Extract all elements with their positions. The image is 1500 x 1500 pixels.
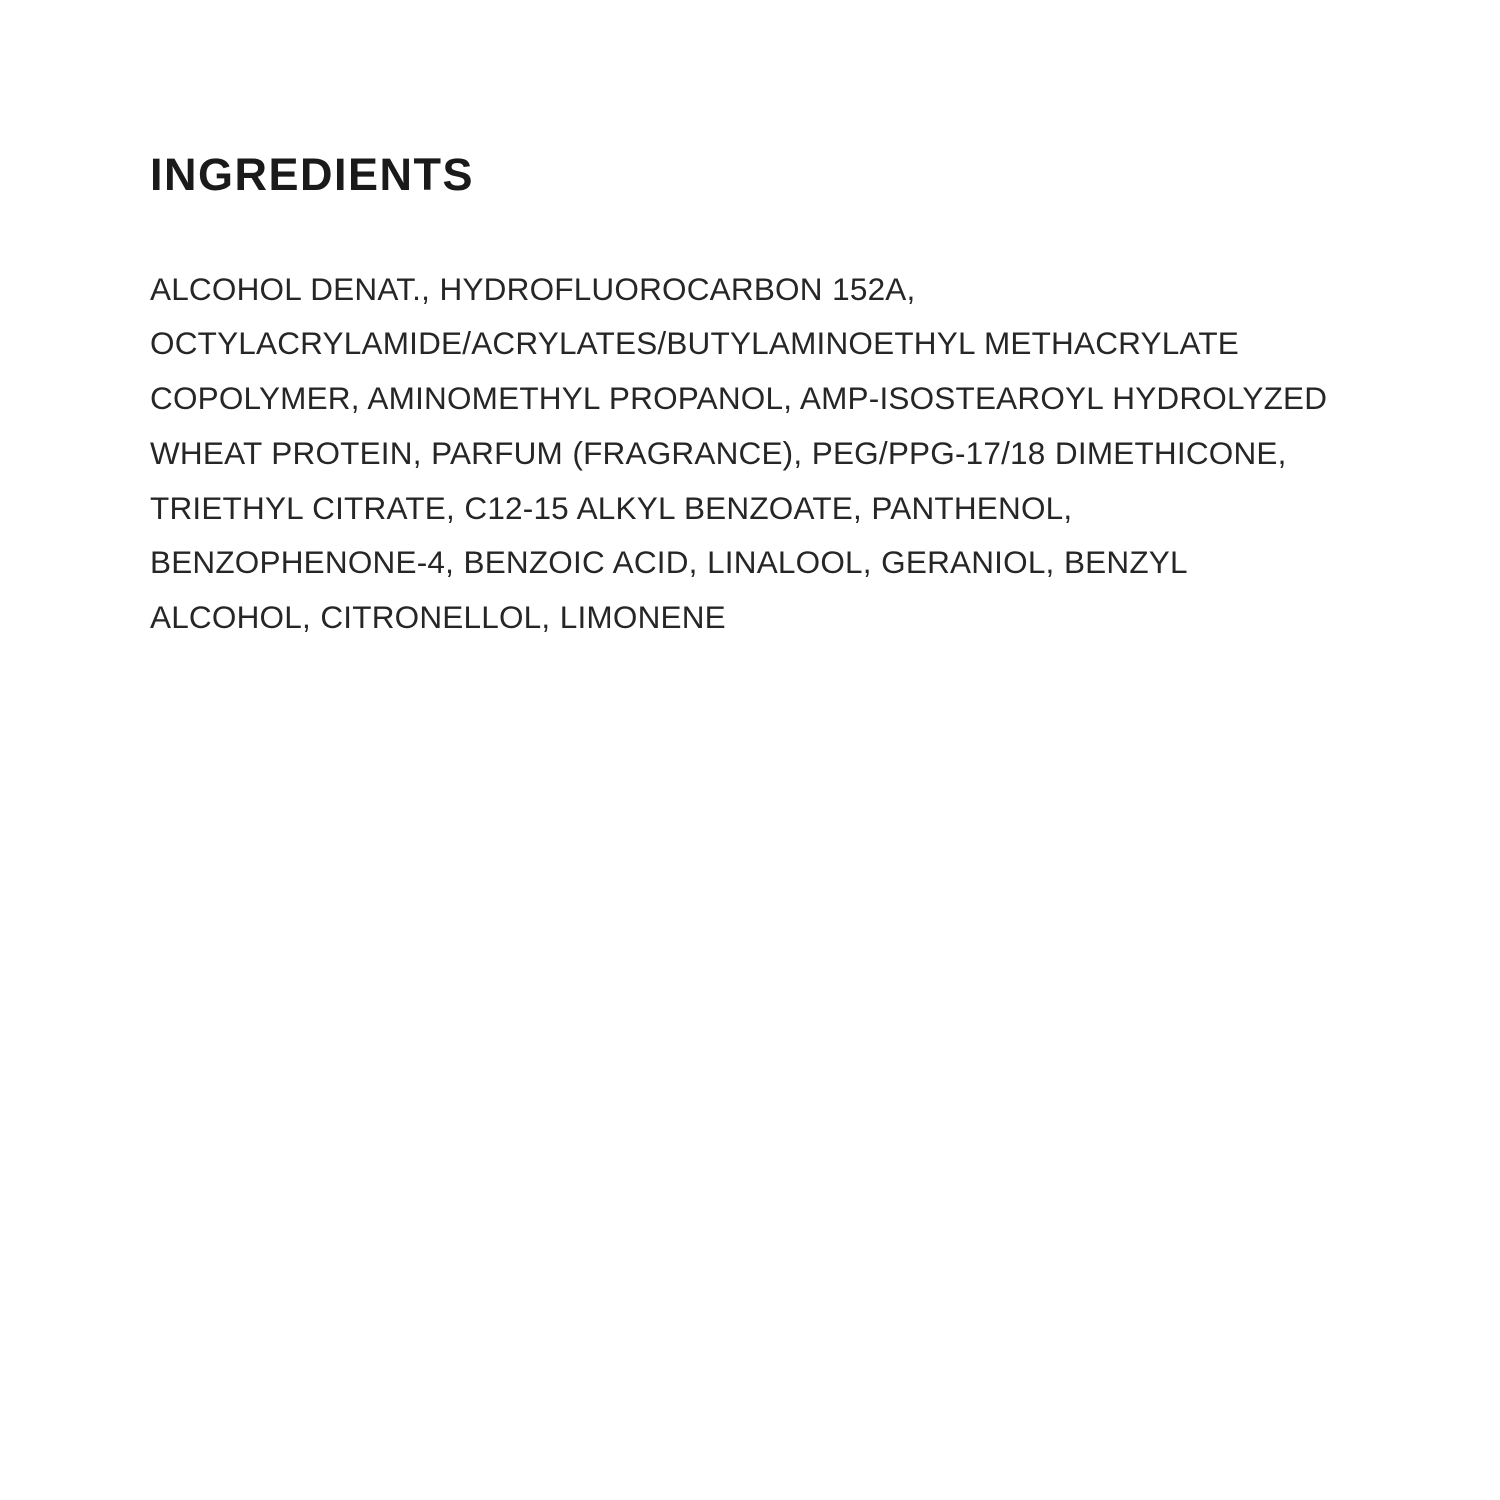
ingredients-list-text: ALCOHOL DENAT., HYDROFLUOROCARBON 152A, OCTYLACRYLAMIDE/ACRYLATES/BUTYLAMINOETHYL METHACRYLATE COPOLYMER, AMINOMETHYL PROPANOL, AMP-ISOSTEAROYL HYDROLYZED WHEAT PROTEIN, PARFUM (FRAGRANCE), PEG/PPG-17/18 DIMETHICONE, TRIETHYL CITRATE, C12-15 ALKYL BENZOATE, PANTHENOL, BENZOPHENONE-4, BENZOIC ACID, LINALOOL, GERANIOL, BENZYL ALCOHOL, CITRONELLOL, LIMONENE (150, 270, 1328, 636)
page-title: INGREDIENTS (150, 149, 475, 200)
